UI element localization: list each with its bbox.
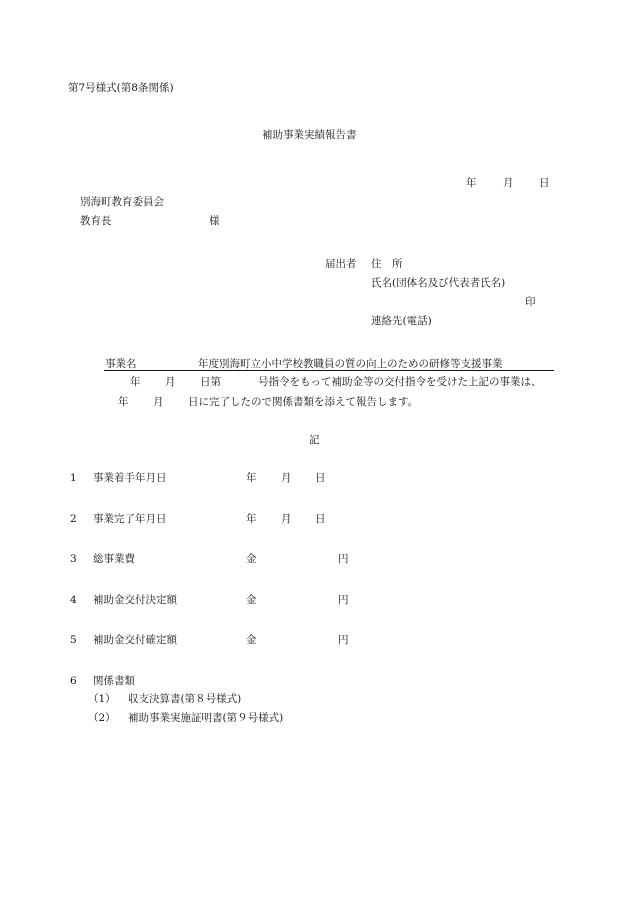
document-title: 補助事業実績報告書 (262, 129, 357, 141)
item-unit-3: 円 (338, 634, 349, 646)
item-unit-1: 金 (246, 594, 257, 606)
body-year-1: 年 (130, 376, 141, 388)
item-number: 2 (70, 513, 77, 525)
ki-heading: 記 (309, 434, 320, 446)
date-year-label: 年 (466, 177, 477, 189)
item-number: 5 (70, 634, 77, 646)
addressee-honorific: 様 (209, 215, 220, 227)
applicant-label: 届出者 (325, 258, 357, 270)
applicant-address-label: 住 所 (371, 258, 403, 270)
related-doc-label: 補助事業実施証明書(第９号様式) (128, 712, 284, 724)
applicant-contact-label: 連絡先(電話) (371, 315, 432, 327)
body-year-2: 年 (118, 396, 129, 408)
body-line-2-rest: 日に完了したので関係書類を添えて報告します。 (188, 396, 419, 408)
item-unit-1: 金 (246, 553, 257, 565)
body-month-2: 月 (153, 396, 164, 408)
body-day-1: 日第 (200, 376, 221, 388)
item-label: 総事業費 (93, 553, 135, 565)
item-unit-1: 年 (246, 472, 257, 484)
body-month-1: 月 (165, 376, 176, 388)
addressee-organization: 別海町教育委員会 (80, 196, 164, 208)
date-month-label: 月 (503, 177, 514, 189)
related-label: 関係書類 (93, 675, 135, 687)
body-line-1-rest: 号指令をもって補助金等の交付指令を受けた上記の事業は、 (258, 376, 542, 388)
project-underline (104, 370, 554, 371)
related-doc-number: （1） (88, 693, 116, 705)
item-label: 補助金交付確定額 (93, 634, 177, 646)
item-unit-1: 年 (246, 513, 257, 525)
form-number: 第7号様式(第8条関係) (68, 82, 174, 94)
item-label: 事業着手年月日 (93, 472, 167, 484)
item-unit-2: 月 (281, 472, 292, 484)
addressee-person: 教育長 (80, 215, 112, 227)
item-label: 事業完了年月日 (93, 513, 167, 525)
item-unit-3: 日 (315, 472, 326, 484)
seal-mark: 印 (525, 296, 536, 308)
item-number: 3 (70, 553, 77, 565)
item-unit-2: 月 (281, 513, 292, 525)
project-name: 年度別海町立小中学校教職員の質の向上のための研修等支援事業 (198, 358, 503, 370)
item-number: 1 (70, 472, 77, 484)
item-unit-1: 金 (246, 634, 257, 646)
related-doc-number: （2） (88, 712, 116, 724)
item-unit-3: 円 (338, 594, 349, 606)
project-label: 事業名 (105, 358, 137, 370)
date-day-label: 日 (539, 177, 550, 189)
item-label: 補助金交付決定額 (93, 594, 177, 606)
item-unit-3: 円 (338, 553, 349, 565)
related-number: 6 (70, 675, 77, 687)
item-number: 4 (70, 594, 77, 606)
applicant-name-label: 氏名(団体名及び代表者氏名) (371, 277, 506, 289)
related-doc-label: 収支決算書(第８号様式) (128, 693, 242, 705)
item-unit-3: 日 (315, 513, 326, 525)
